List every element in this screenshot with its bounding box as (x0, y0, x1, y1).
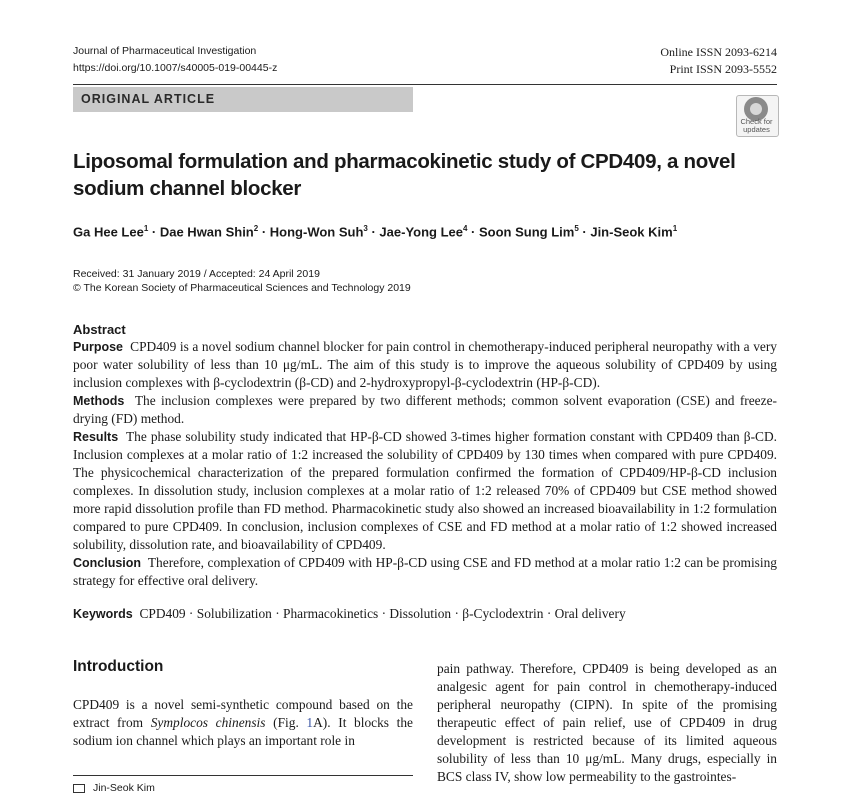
abstract-heading: Abstract (73, 322, 126, 337)
issn-print: Print ISSN 2093-5552 (669, 62, 777, 76)
author-affiliation: 2 (253, 224, 259, 233)
author-name[interactable]: Hong-Won Suh (269, 224, 364, 240)
author-separator: · (578, 224, 591, 240)
figure-link[interactable]: 1 (306, 715, 314, 730)
abstract-methods (73, 392, 777, 428)
issn-online: Online ISSN 2093-6214 (660, 45, 777, 59)
intro-text-2: (Fig. (265, 715, 307, 730)
conclusion-text: Therefore, complexation of CPD409 with HP-β-CD using CSE and FD method at a molar ratio 1:2 can be promising strategy for effective oral delivery. (73, 555, 777, 588)
author-separator: · (467, 224, 479, 240)
author-affiliation: 5 (574, 224, 579, 233)
introduction-heading: Introduction (73, 658, 164, 675)
author-name[interactable]: Jae-Yong Lee (379, 224, 463, 240)
abstract-purpose (73, 338, 777, 392)
author-name[interactable]: Ga Hee Lee (73, 224, 144, 240)
introduction-column-1 (73, 696, 413, 750)
introduction-column-2: pain pathway. Therefore, CPD409 is being developed as an analgesic agent for pain control in chemotherapy-induced peripheral neuropathy (CIPN). In spite of the promising therapeutic effect of pain relief, use of CPD409 in drug development is restricted because of its limited aqueous solubility of less than 10 μg/mL. Many drugs, especially in BCS class IV, show low permeability to the gastrointes- (437, 661, 777, 784)
received-dates: Received: 31 January 2019 / Accepted: 24 April 2019 (73, 268, 320, 280)
results-text: The phase solubility study indicated that HP-β-CD showed 3-times higher formation constant with CPD409 than β-CD. Inclusion complexes at a molar ratio of 1:2 increased the solubility of CPD409 by 130 times when compared with pure CPD409. The physicochemical characterization of the prepared formulation confirmed the formation of CPD409/HP-β-CD inclusion complexes. In dissolution study, inclusion complexes at a molar ratio of 1:2 released 70% of CPD409 but CSE method showed more rapid dissolution profile than FD method. Pharmacokinetic study also showed an increased bioavailability in 1:2 formulation compared to pure CPD409. In conclusion, inclusion complexes of CSE and FD method at a molar ratio of 1:2 showed increased solubility, dissolution rate, and bioavailability of CPD409. (73, 429, 777, 552)
journal-name: Journal of Pharmaceutical Investigation (73, 45, 257, 57)
abstract-conclusion (73, 554, 777, 590)
intro-text-3: A). It blocks the sodium ion channel which plays an important role in (73, 715, 413, 748)
author-affiliation: 4 (462, 224, 468, 233)
author-affiliation: 1 (672, 224, 678, 233)
corresponding-author-name[interactable]: Jin-Seok Kim (93, 782, 155, 794)
check-for-updates-label: Check for updates (740, 117, 773, 134)
keywords-label: Keywords (73, 607, 133, 621)
header-divider (73, 84, 777, 85)
author-name[interactable]: Dae Hwan Shin (159, 224, 254, 240)
keywords-text: CPD409 · Solubilization · Pharmacokinetics · Dissolution · β-Cyclodextrin · Oral delivery (139, 606, 626, 621)
copyright-notice: © The Korean Society of Pharmaceutical Sciences and Technology 2019 (73, 282, 411, 294)
author-separator: · (367, 224, 380, 240)
envelope-icon (73, 784, 85, 793)
author-affiliation: 1 (143, 224, 149, 233)
author-name[interactable]: Soon Sung Lim (479, 224, 575, 240)
purpose-label: Purpose (73, 340, 124, 354)
abstract-body (73, 338, 777, 590)
author-list (73, 224, 677, 239)
article-title: Liposomal formulation and pharmacokinetic study of CPD409, a novel sodium channel blocker (73, 150, 736, 200)
footnote-divider (73, 775, 413, 776)
corresponding-author (73, 782, 155, 794)
doi-link[interactable]: https://doi.org/10.1007/s40005-019-00445-z (73, 62, 278, 74)
results-label: Results (73, 430, 119, 444)
author-affiliation: 3 (363, 224, 368, 233)
author-name[interactable]: Jin-Seok Kim (590, 224, 673, 240)
check-for-updates-icon-inner (750, 103, 762, 115)
purpose-text: CPD409 is a novel sodium channel blocker for pain control in chemotherapy-induced peripheral neuropathy with a very poor water solubility of less than 10 μg/mL. The aim of this study is to improve the aqueous solubility of CPD409 by using inclusion complexes with β-cyclodextrin (β-CD) and 2-hydroxypropyl-β-cyclodextrin (HP-β-CD). (73, 339, 777, 390)
keywords (73, 606, 777, 622)
author-separator: · (258, 224, 270, 240)
abstract-results (73, 428, 777, 554)
species-name: Symplocos chinensis (150, 715, 266, 730)
methods-text: The inclusion complexes were prepared by two different methods; common solvent evaporation (CSE) and freeze-drying (FD) method. (73, 393, 777, 426)
author-separator: · (148, 224, 160, 240)
article-type-label: ORIGINAL ARTICLE (81, 92, 216, 106)
intro-text-1: CPD409 is a novel semi-synthetic compound based on the extract from (73, 697, 413, 730)
methods-label: Methods (73, 394, 125, 408)
conclusion-label: Conclusion (73, 556, 142, 570)
